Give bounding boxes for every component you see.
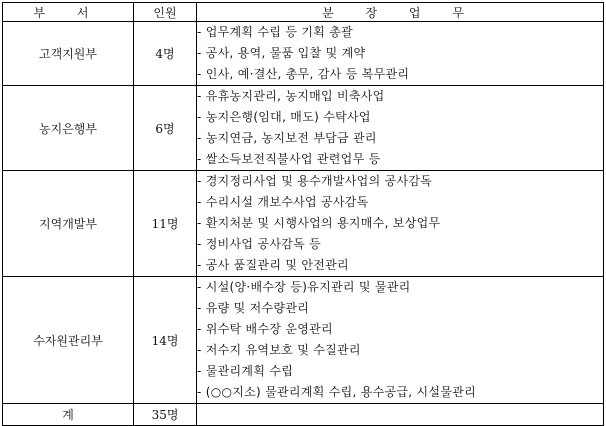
department-duties-table [2,2,604,426]
header-row [3,3,604,22]
department-name: 고객지원부 [3,22,134,86]
duty-item: - 경지정리사업 및 용수개발사업의 공사감독 [197,174,433,188]
duty-item: - 시설(양·배수장 등)유지관리 및 물관리 [197,280,411,294]
duty-list [197,277,603,403]
duty-item: - 인사, 예·결산, 총무, 감사 등 복무관리 [197,67,410,81]
department-headcount: 14명 [134,277,197,404]
duty-list [197,86,603,170]
department-headcount: 4명 [134,22,197,86]
department-row [3,86,604,171]
header-department: 부 서 [3,3,134,22]
table-body [3,22,604,426]
total-row [3,404,604,426]
duty-item: - 공사, 용역, 물품 입찰 및 계약 [197,46,366,60]
total-label: 계 [3,404,134,426]
department-duties [197,86,604,171]
department-name: 지역개발부 [3,171,134,277]
department-name: 농지은행부 [3,86,134,171]
department-name: 수자원관리부 [3,277,134,404]
department-row [3,22,604,86]
duty-item: - 유휴농지관리, 농지매입 비축사업 [197,89,385,103]
department-row [3,277,604,404]
duty-list [197,171,603,276]
duty-item: - 유량 및 저수량관리 [197,301,310,315]
total-duties [197,404,604,426]
duty-item: - 공사 품질관리 및 안전관리 [197,258,349,272]
department-headcount: 6명 [134,86,197,171]
department-duties [197,277,604,404]
duty-item: - 저수지 유역보호 및 수질관리 [197,343,361,357]
header-duties: 분 장 업 무 [197,3,604,22]
duty-item: - 농지연금, 농지보전 부담금 관리 [197,131,377,145]
duty-item: - (○○지소) 물관리계획 수립, 용수공급, 시설물관리 [197,385,476,399]
duty-item: - 농지은행(임대, 매도) 수탁사업 [197,110,371,124]
duty-item: - 업무계획 수립 등 기획 총괄 [197,25,354,39]
duty-item: - 물관리계획 수립 [197,364,294,378]
department-duties [197,171,604,277]
duty-item: - 환지처분 및 시행사업의 용지매수, 보상업무 [197,216,441,230]
duty-list [197,22,603,85]
department-row [3,171,604,277]
department-headcount: 11명 [134,171,197,277]
department-duties [197,22,604,86]
duty-item: - 수리시설 개보수사업 공사감독 [197,195,369,209]
header-headcount: 인원 [134,3,197,22]
duty-item: - 위수탁 배수장 운영관리 [197,322,333,336]
duty-item: - 쌀소득보전직불사업 관련업무 등 [197,152,381,166]
duty-item: - 정비사업 공사감독 등 [197,237,322,251]
total-headcount: 35명 [134,404,197,426]
